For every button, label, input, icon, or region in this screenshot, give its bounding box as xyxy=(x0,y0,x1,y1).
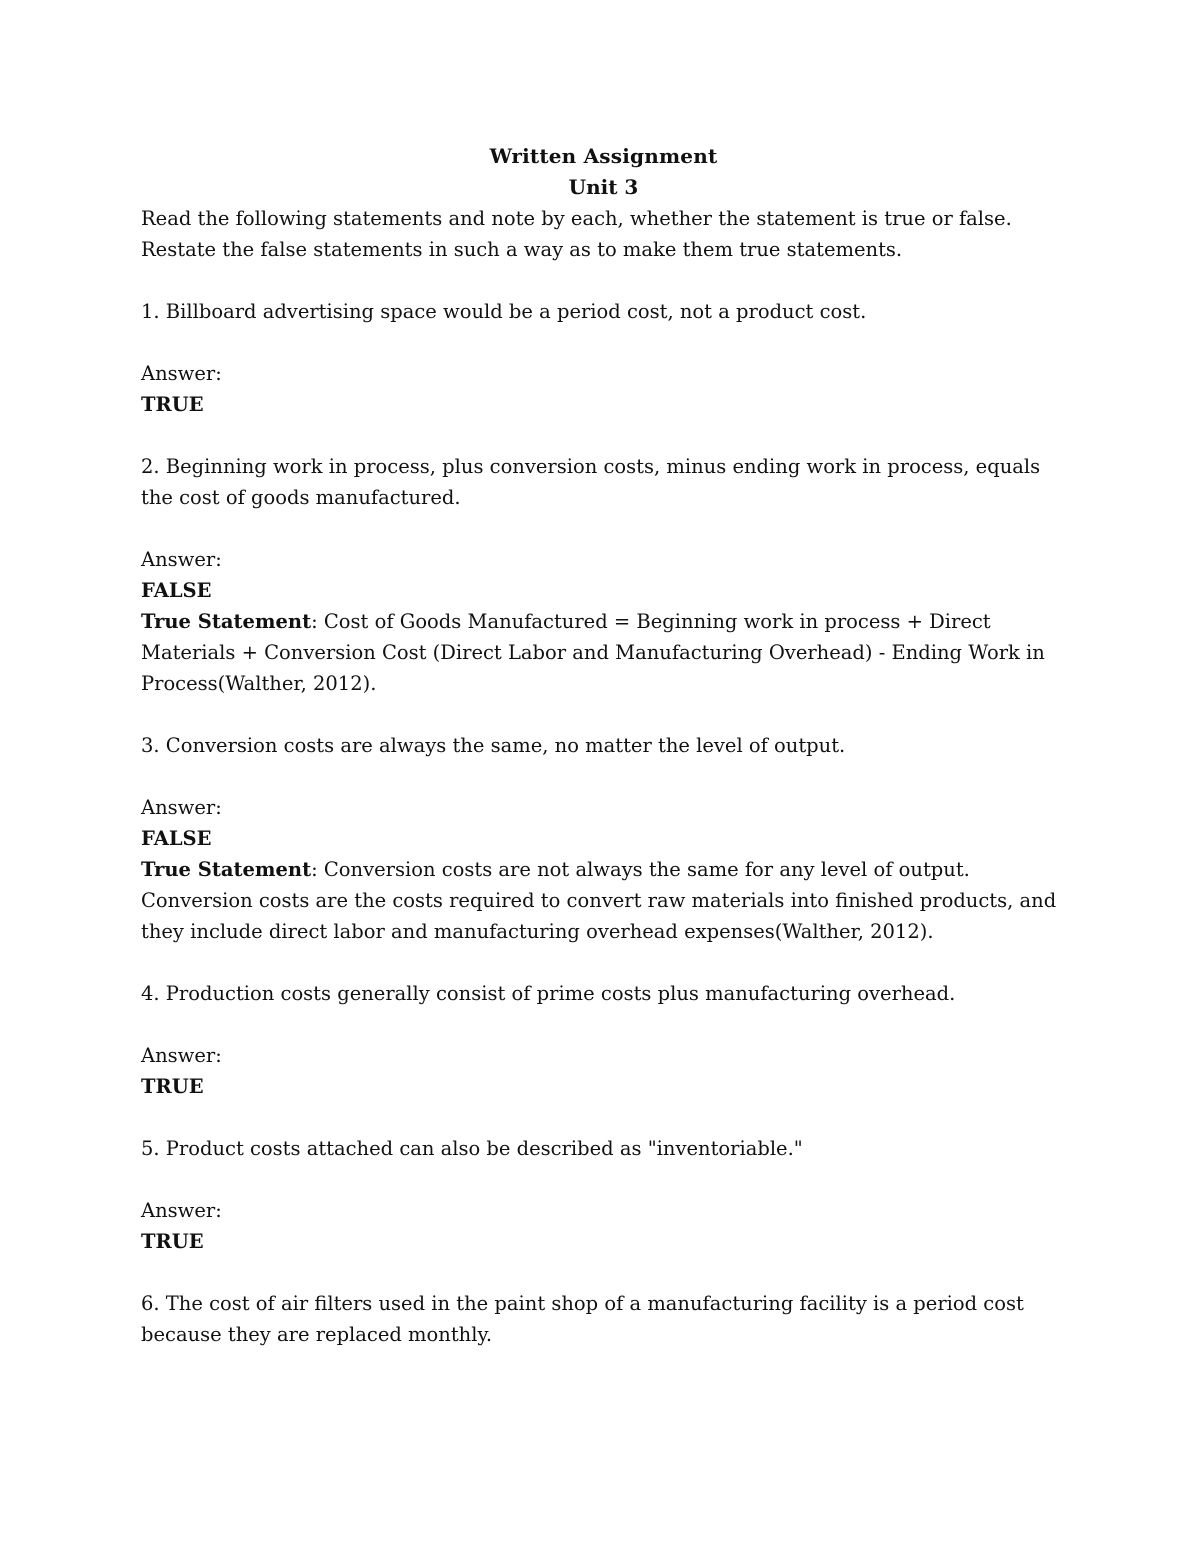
true-statement-label: True Statement xyxy=(141,858,312,881)
answer-label: Answer: xyxy=(141,796,222,819)
answer-1: TRUE xyxy=(141,393,204,416)
question-4: 4. Production costs generally consist of prime costs plus manufacturing overhead. xyxy=(141,982,956,1005)
spacer xyxy=(141,699,1066,730)
spacer xyxy=(141,327,1066,358)
answer-label: Answer: xyxy=(141,362,222,385)
question-3: 3. Conversion costs are always the same, no matter the level of output. xyxy=(141,734,846,757)
true-statement-3 xyxy=(141,854,1066,947)
spacer xyxy=(141,1164,1066,1195)
true-statement-text: : Conversion costs are not always the same for any level of output. Conversion costs are the costs required to convert raw materials into finished products, and they include direct labor and manufacturing overhead expenses(Walther, 2012). xyxy=(141,858,1057,943)
spacer xyxy=(141,420,1066,451)
answer-2: FALSE xyxy=(141,579,212,602)
spacer xyxy=(141,265,1066,296)
question-5: 5. Product costs attached can also be described as "inventoriable." xyxy=(141,1137,803,1160)
answer-label: Answer: xyxy=(141,548,222,571)
spacer xyxy=(141,947,1066,978)
true-statement-text: : Cost of Goods Manufactured = Beginning work in process + Direct Materials + Conversion Cost (Direct Labor and Manufacturing Overhead) - Ending Work in Process(Walther, 2012). xyxy=(141,610,1045,695)
question-6: 6. The cost of air filters used in the paint shop of a manufacturing facility is a period cost because they are replaced monthly. xyxy=(141,1292,1024,1346)
true-statement-label: True Statement xyxy=(141,610,312,633)
question-1: 1. Billboard advertising space would be a period cost, not a product cost. xyxy=(141,300,867,323)
document-subtitle: Unit 3 xyxy=(568,175,639,199)
question-2: 2. Beginning work in process, plus conversion costs, minus ending work in process, equals the cost of goods manufactured. xyxy=(141,455,1041,509)
document-page xyxy=(141,141,1066,1350)
spacer xyxy=(141,1102,1066,1133)
answer-3: FALSE xyxy=(141,827,212,850)
spacer xyxy=(141,761,1066,792)
spacer xyxy=(141,1257,1066,1288)
spacer xyxy=(141,513,1066,544)
answer-label: Answer: xyxy=(141,1044,222,1067)
spacer xyxy=(141,1009,1066,1040)
document-title: Written Assignment xyxy=(489,144,718,168)
true-statement-2 xyxy=(141,606,1066,699)
answer-label: Answer: xyxy=(141,1199,222,1222)
answer-4: TRUE xyxy=(141,1075,204,1098)
answer-5: TRUE xyxy=(141,1230,204,1253)
instructions: Read the following statements and note by each, whether the statement is true or false. Restate the false statements in such a way as to make them true statements. xyxy=(141,207,1012,261)
